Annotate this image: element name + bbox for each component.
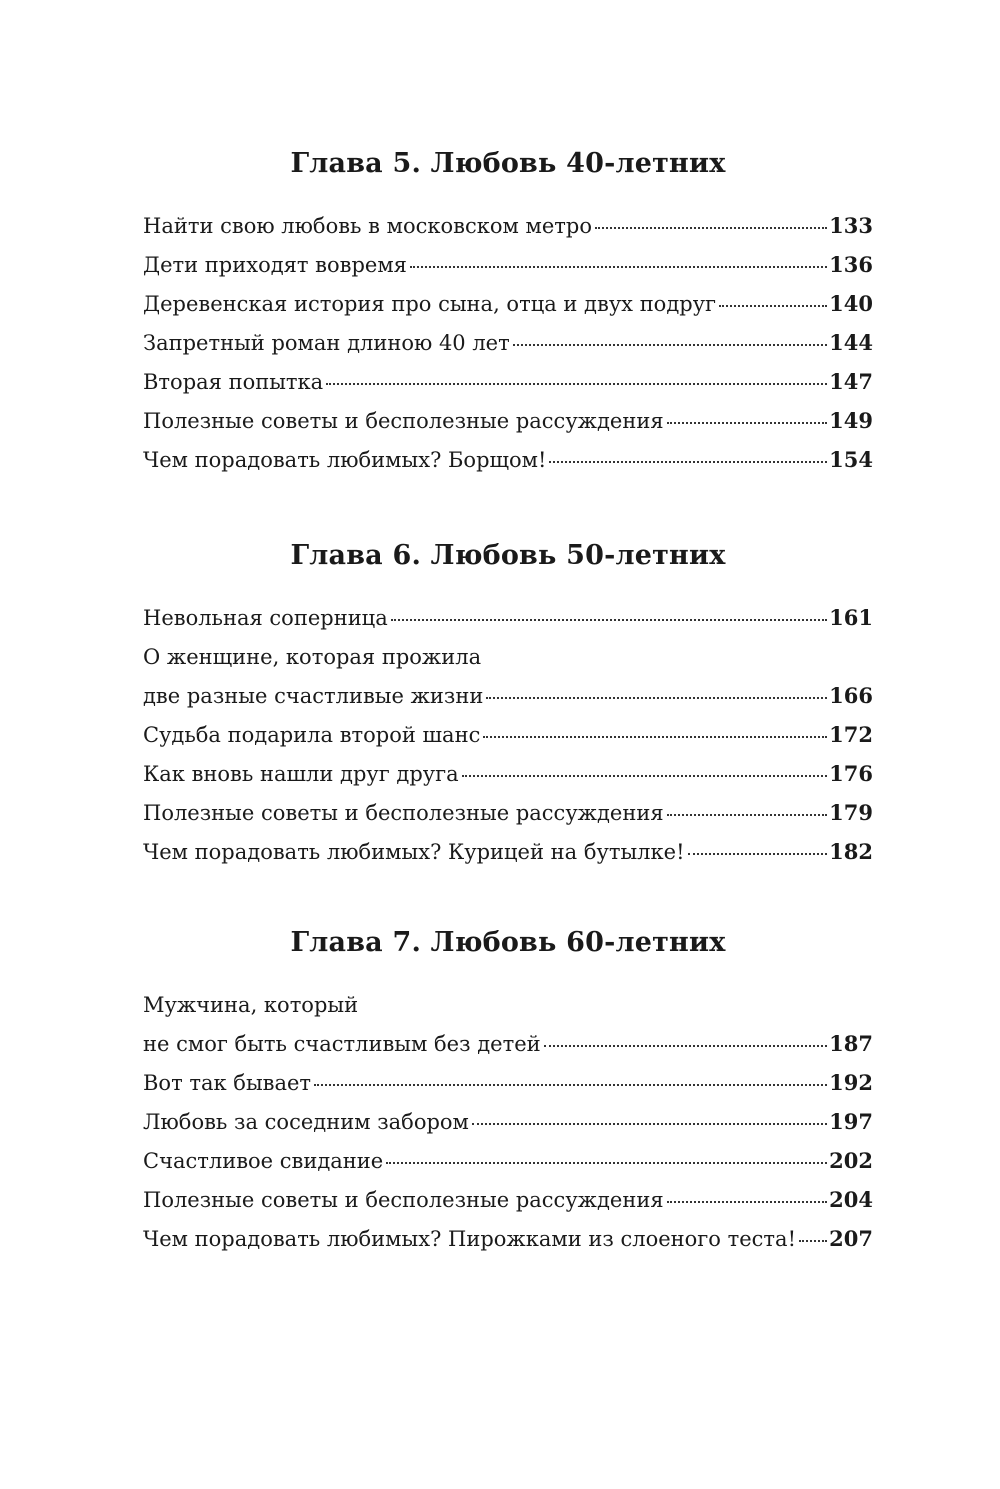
- dot-leader: [544, 1045, 828, 1047]
- entry-title: Дети приходят вовремя: [143, 253, 407, 277]
- chapter-title: Глава 5. Любовь 40-летних: [290, 148, 726, 179]
- toc-entry[interactable]: [143, 605, 873, 631]
- page-number: 133: [829, 213, 873, 238]
- toc-entry[interactable]: [143, 1109, 873, 1135]
- chapter-6: [143, 540, 873, 878]
- toc-entry[interactable]: [143, 1226, 873, 1252]
- entry-title: Чем порадовать любимых? Борщом!: [143, 448, 547, 472]
- entry-title: Найти свою любовь в московском метро: [143, 214, 592, 238]
- dot-leader: [326, 383, 827, 385]
- dot-leader: [462, 775, 827, 777]
- dot-leader: [688, 853, 828, 855]
- page-number: 182: [829, 839, 873, 864]
- toc-entry[interactable]: [143, 447, 873, 473]
- page-number: 187: [829, 1031, 873, 1056]
- entry-title: две разные счастливые жизни: [143, 684, 484, 708]
- dot-leader: [386, 1162, 827, 1164]
- entry-title: не смог быть счастливым без детей: [143, 1032, 541, 1056]
- page-number: 202: [829, 1148, 873, 1173]
- page-number: 161: [829, 605, 873, 630]
- toc-entry[interactable]: [143, 761, 873, 787]
- toc-entry[interactable]: [143, 1070, 873, 1096]
- page-number: 136: [829, 252, 873, 277]
- dot-leader: [472, 1123, 827, 1125]
- entry-title: Счастливое свидание: [143, 1149, 384, 1173]
- toc-entry[interactable]: [143, 722, 873, 748]
- toc-entry[interactable]: [143, 213, 873, 239]
- entry-title: Судьба подарила второй шанс: [143, 723, 481, 747]
- entry-title: Чем порадовать любимых? Пирожками из слоеного теста!: [143, 1227, 797, 1251]
- entry-title: Запретный роман длиною 40 лет: [143, 331, 510, 355]
- dot-leader: [513, 344, 827, 346]
- toc-entry[interactable]: [143, 252, 873, 278]
- page-number: 172: [829, 722, 873, 747]
- entry-title: Вторая попытка: [143, 370, 324, 394]
- entry-title: Чем порадовать любимых? Курицей на бутылке!: [143, 840, 685, 864]
- page-number: 179: [829, 800, 873, 825]
- dot-leader: [799, 1240, 827, 1242]
- entry-title: Полезные советы и бесполезные рассуждения: [143, 409, 664, 433]
- dot-leader: [667, 422, 828, 424]
- toc-entry[interactable]: [143, 1148, 873, 1174]
- entry-title: Невольная соперница: [143, 606, 388, 630]
- dot-leader: [719, 305, 827, 307]
- page-number: 207: [829, 1226, 873, 1251]
- chapter-entries: [143, 605, 873, 865]
- dot-leader: [667, 814, 828, 816]
- dot-leader: [410, 266, 827, 268]
- page-number: 166: [829, 683, 873, 708]
- page-number: 204: [829, 1187, 873, 1212]
- toc-entry[interactable]: [143, 291, 873, 317]
- toc-entry[interactable]: [143, 408, 873, 434]
- toc-entry[interactable]: [143, 1187, 873, 1213]
- entry-title: Полезные советы и бесполезные рассуждения: [143, 801, 664, 825]
- page-number: 140: [829, 291, 873, 316]
- chapter-entries: [143, 213, 873, 473]
- toc-entry[interactable]: [143, 644, 873, 709]
- dot-leader: [667, 1201, 828, 1203]
- page-number: 176: [829, 761, 873, 786]
- dot-leader: [314, 1084, 827, 1086]
- toc-entry[interactable]: [143, 369, 873, 395]
- dot-leader: [486, 697, 827, 699]
- page-number: 192: [829, 1070, 873, 1095]
- toc-entry[interactable]: [143, 330, 873, 356]
- chapter-title: Глава 6. Любовь 50-летних: [290, 540, 726, 571]
- entry-title: Любовь за соседним забором: [143, 1110, 469, 1134]
- toc-entry[interactable]: [143, 800, 873, 826]
- entry-title: Деревенская история про сына, отца и двух подруг: [143, 292, 717, 316]
- entry-title-first-line: О женщине, которая прожила: [143, 645, 482, 669]
- toc-entry[interactable]: [143, 839, 873, 865]
- page-number: 154: [829, 447, 873, 472]
- dot-leader: [483, 736, 827, 738]
- page-number: 144: [829, 330, 873, 355]
- chapter-7: [143, 927, 873, 1265]
- chapter-entries: [143, 992, 873, 1252]
- page-number: 147: [829, 369, 873, 394]
- entry-title: Полезные советы и бесполезные рассуждения: [143, 1188, 664, 1212]
- chapter-title: Глава 7. Любовь 60-летних: [290, 927, 726, 958]
- entry-title-first-line: Мужчина, который: [143, 993, 359, 1017]
- page-number: 149: [829, 408, 873, 433]
- chapter-5: [143, 148, 873, 486]
- dot-leader: [549, 461, 827, 463]
- toc-entry[interactable]: [143, 992, 873, 1057]
- entry-title: Как вновь нашли друг друга: [143, 762, 459, 786]
- dot-leader: [391, 619, 827, 621]
- page-number: 197: [829, 1109, 873, 1134]
- entry-title: Вот так бывает: [143, 1071, 312, 1095]
- dot-leader: [595, 227, 827, 229]
